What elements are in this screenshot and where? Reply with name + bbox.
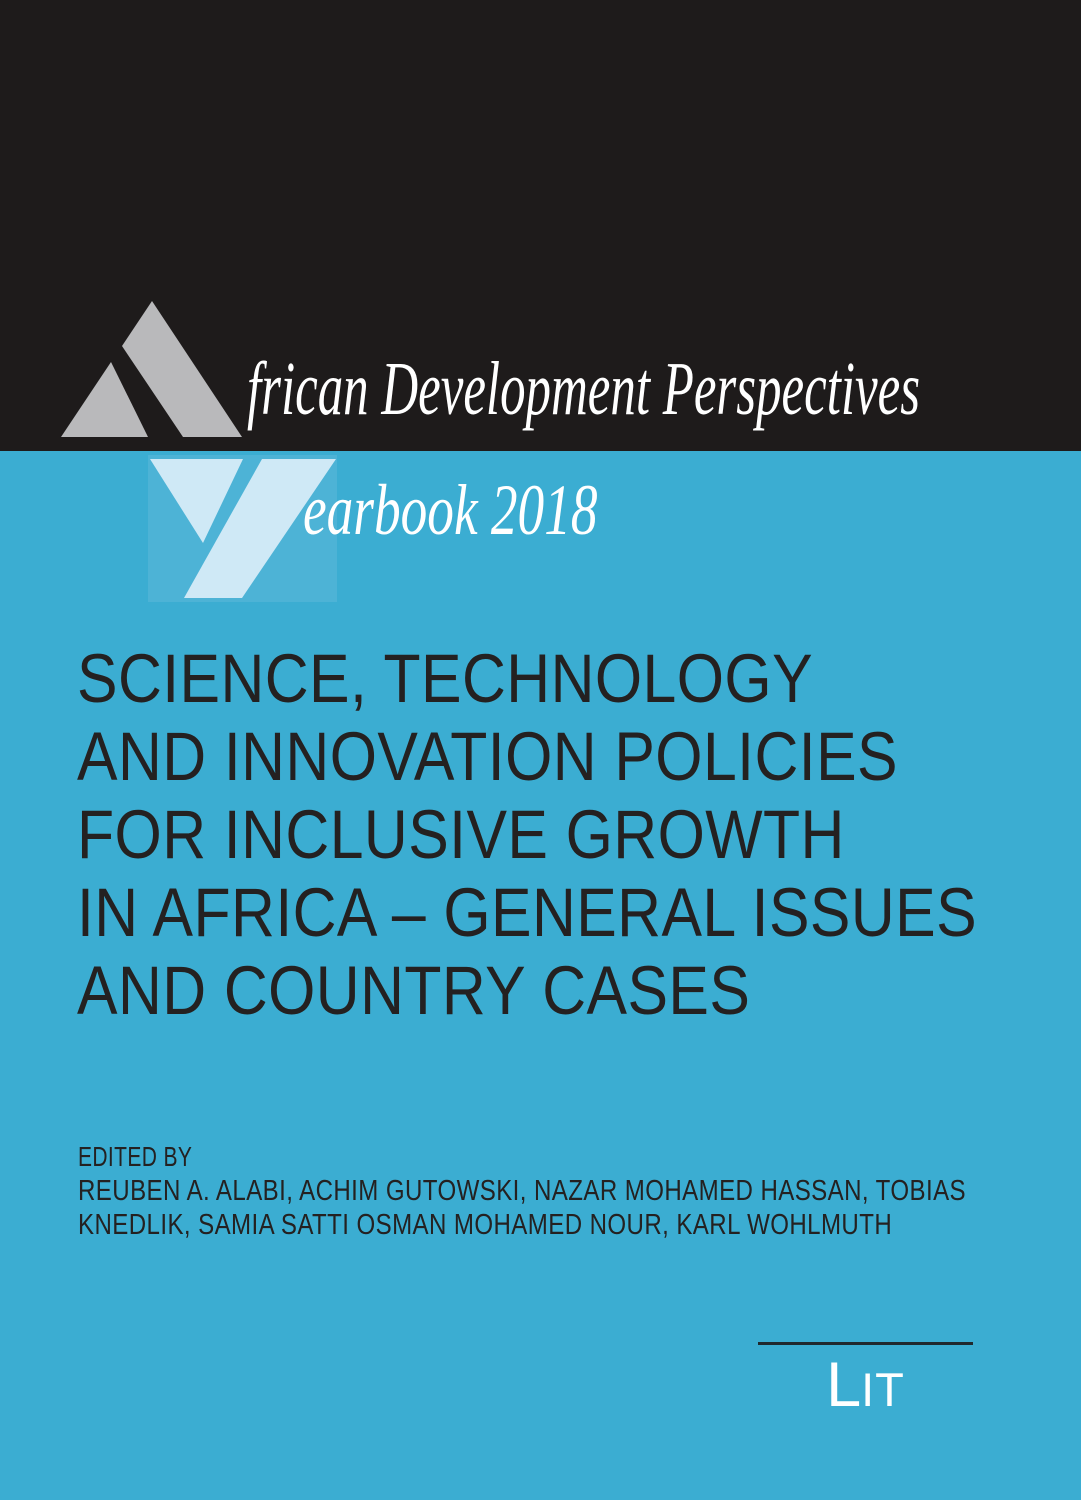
- a-logo-left-triangle: [61, 362, 148, 437]
- publisher-rule: [758, 1342, 973, 1345]
- publisher-logo-small: IT: [861, 1363, 905, 1416]
- book-title-line-4: IN AFRICA – GENERAL ISSUES: [77, 874, 978, 951]
- book-title-line-3: FOR INCLUSIVE GROWTH: [77, 796, 845, 873]
- editor-names-line-1: REUBEN A. ALABI, ACHIM GUTOWSKI, NAZAR MOHAMED HASSAN, TOBIAS: [78, 1175, 967, 1207]
- edited-by-label: EDITED BY: [78, 1141, 193, 1172]
- series-title-text: frican Development Perspectives: [247, 347, 921, 431]
- a-logo-right-stroke: [122, 301, 242, 437]
- editors-block: [78, 1140, 1081, 1242]
- publisher-logo-large: L: [826, 1350, 862, 1420]
- publisher-lit-logo: [758, 1350, 973, 1431]
- book-title-line-2: AND INNOVATION POLICIES: [77, 718, 898, 795]
- editor-names-line-2: KNEDLIK, SAMIA SATTI OSMAN MOHAMED NOUR, KARL WOHLMUTH: [78, 1209, 893, 1241]
- series-a-logo-icon: [55, 298, 245, 440]
- yearbook-title-text: earbook 2018: [303, 470, 598, 550]
- book-title-line-1: SCIENCE, TECHNOLOGY: [77, 640, 814, 717]
- book-title: [77, 640, 1081, 1030]
- book-title-line-5: AND COUNTRY CASES: [77, 952, 751, 1029]
